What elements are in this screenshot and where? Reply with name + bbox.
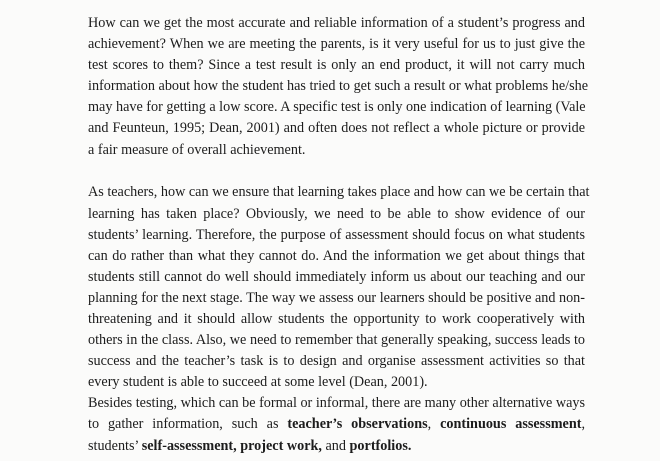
text-line: students’ learning. Therefore, the purpose of assessment should focus on what students [88, 226, 585, 243]
text-run: and [321, 437, 350, 454]
bold-term-portfolios: portfolios. [349, 437, 412, 454]
text-line: planning for the next stage. The way we assess our learners should be positive and non- [88, 289, 585, 306]
bold-term-observations: teacher’s observations [287, 416, 428, 433]
text-line: information about how the student has tried to get such a result or what problems he/she [88, 78, 588, 95]
text-line: threatening and it should allow students the opportunity to work cooperatively with [88, 311, 585, 328]
text-line: a fair measure of overall achievement. [88, 141, 306, 158]
text-line: As teachers, how can we ensure that learning takes place and how can we be certain that [88, 184, 590, 201]
text-line: Besides testing, which can be formal or informal, there are many other alternative ways [88, 395, 585, 412]
text-run: to gather information, such as [88, 416, 288, 433]
text-line: learning has taken place? Obviously, we need to be able to show evidence of our [88, 205, 585, 222]
paragraph-student-progress [88, 13, 588, 161]
text-line: achievement? When we are meeting the parents, is it very useful for us to just give the [88, 36, 585, 53]
document-page [88, 13, 590, 457]
text-run: students’ [88, 437, 142, 454]
text-line: and Feunteun, 1995; Dean, 2001) and often does not reflect a whole picture or provide [88, 120, 585, 137]
paragraph-alternative-ways [88, 393, 585, 456]
text-line: test scores to them? Since a test result is only an end product, it will not carry much [88, 57, 585, 74]
text-line: every student is able to succeed at some level (Dean, 2001). [88, 374, 428, 391]
paragraph-assessment-purpose [88, 182, 590, 393]
text-run: , [581, 416, 586, 433]
text-line: success and the teacher’s task is to design and organise assessment activities so that [88, 353, 585, 370]
paragraph-gap [88, 161, 585, 183]
text-line: may have for getting a low score. A specific test is only one indication of learning (Vale [88, 99, 586, 116]
text-line: students still cannot do well should immediately inform us about our teaching and our [88, 268, 585, 285]
text-line: How can we get the most accurate and reliable information of a student’s progress and [88, 15, 585, 31]
text-line: can do rather than what they cannot do. And the information we get about things that [88, 247, 585, 264]
text-line: others in the class. Also, we need to remember that generally speaking, success leads to [88, 332, 585, 349]
bold-term-continuous-assessment: continuous assessment [440, 416, 582, 433]
text-run: , [427, 416, 441, 433]
bold-term-self-assessment: self-assessment, project work, [141, 437, 322, 454]
text-line [88, 436, 585, 457]
text-line [88, 414, 585, 435]
